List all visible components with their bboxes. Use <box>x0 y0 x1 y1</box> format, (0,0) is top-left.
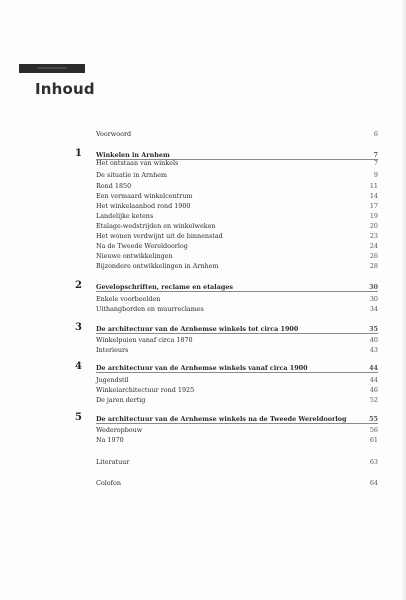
toc-page-number: 52 <box>369 396 378 404</box>
chapter-rule <box>96 291 378 292</box>
toc-page-number: 61 <box>369 436 378 444</box>
toc-entry-label: Rond 1850 <box>96 182 132 190</box>
toc-entry-label: De architectuur van de Arnhemse winkels tot circa 1900 <box>96 325 299 333</box>
toc-entry-label: Uithangborden en muurreclames <box>96 305 204 313</box>
toc-entry-label: Enkele voorbeelden <box>96 295 161 303</box>
toc-page-number: 23 <box>369 232 378 240</box>
toc-page-number: 56 <box>369 426 378 434</box>
chapter-rule <box>96 372 378 373</box>
toc-entry-label: Het wonen verdwijnt uit de binnenstad <box>96 232 223 240</box>
toc-entry-label: Winkelarchitectuur rond 1925 <box>96 386 195 394</box>
toc-page-number: 14 <box>369 192 378 200</box>
toc-page-number: 55 <box>369 415 378 423</box>
toc-page-number: 24 <box>369 242 378 250</box>
toc-row <box>96 435 378 445</box>
toc-row <box>96 335 378 345</box>
toc-row <box>96 251 378 261</box>
toc-row <box>96 425 378 435</box>
toc-row <box>96 395 378 405</box>
toc-page-number: 34 <box>369 305 378 313</box>
chapter-number: 3 <box>75 322 82 333</box>
toc-entry-label: Interieurs <box>96 346 129 354</box>
toc-page-number: 30 <box>369 283 378 291</box>
toc-entry-label: Etalage-wedstrijden en winkelweken <box>96 222 216 230</box>
toc-page-number: 6 <box>373 130 378 138</box>
toc-row <box>96 170 378 180</box>
toc-row <box>96 478 378 488</box>
toc-row <box>96 385 378 395</box>
toc-row <box>96 129 378 139</box>
toc-page-number: 46 <box>369 386 378 394</box>
toc-entry-label: Nieuwe ontwikkelingen <box>96 252 173 260</box>
toc-page-number: 64 <box>369 479 378 487</box>
chapter-number: 5 <box>75 412 82 423</box>
toc-page-number: 26 <box>369 252 378 260</box>
toc-page-number: 40 <box>369 336 378 344</box>
toc-page-number: 7 <box>373 159 378 167</box>
toc-page-number: 7 <box>373 151 378 159</box>
toc-row <box>96 201 378 211</box>
toc-page-number: 44 <box>369 376 378 384</box>
toc-entry-label: De situatie in Arnhem <box>96 171 168 179</box>
toc-entry-label: Een vermaard winkelcentrum <box>96 192 193 200</box>
toc-page-number: 19 <box>369 212 378 220</box>
toc-page-number: 43 <box>369 346 378 354</box>
chapter-rule <box>96 423 378 424</box>
toc-row <box>96 294 378 304</box>
chapter-number: 4 <box>75 361 82 372</box>
toc-entry-label: Het ontstaan van winkels <box>96 159 179 167</box>
chapter-number: 1 <box>75 148 82 159</box>
chapter-rule <box>96 333 378 334</box>
toc-row <box>96 231 378 241</box>
toc-row <box>96 304 378 314</box>
toc-entry-label: Het winkelaanbod rond 1900 <box>96 202 191 210</box>
toc-row <box>96 241 378 251</box>
toc-row <box>96 375 378 385</box>
toc-entry-label: Bijzondere ontwikkelingen in Arnhem <box>96 262 219 270</box>
toc-entry-label: Winkelen in Arnhem <box>96 151 170 159</box>
toc-entry-label: De jaren dertig <box>96 396 146 404</box>
toc-page-number: 30 <box>369 295 378 303</box>
toc-entry-label: Wederopbouw <box>96 426 143 434</box>
toc-entry-label: Jugendstil <box>96 376 129 384</box>
toc-row <box>96 181 378 191</box>
toc-row <box>96 211 378 221</box>
toc-row <box>96 345 378 355</box>
toc-entry-label: Colofon <box>96 479 121 487</box>
toc-page-number: 44 <box>369 364 378 372</box>
toc-row <box>96 221 378 231</box>
toc-row <box>96 191 378 201</box>
toc-page-number: 11 <box>369 182 378 190</box>
toc-page-number: 9 <box>373 171 378 179</box>
toc-entry-label: De architectuur van de Arnhemse winkels vanaf circa 1900 <box>96 364 308 372</box>
page-title: Inhoud <box>35 80 95 98</box>
toc-entry-label: Literatuur <box>96 458 130 466</box>
toc-entry-label: De architectuur van de Arnhemse winkels na de Tweede Wereldoorlog <box>96 415 347 423</box>
toc-page-number: 17 <box>369 202 378 210</box>
toc-entry-label: Voorwoord <box>96 130 132 138</box>
toc-page-number: 63 <box>369 458 378 466</box>
toc-page-number: 28 <box>369 262 378 270</box>
toc-row <box>96 158 378 168</box>
toc-entry-label: Landelijke ketens <box>96 212 154 220</box>
toc-entry-label: Na 1970 <box>96 436 124 444</box>
toc-entry-label: Na de Tweede Wereldoorlog <box>96 242 188 250</box>
toc-row <box>96 261 378 271</box>
toc-row <box>96 457 378 467</box>
toc-page-number: 20 <box>369 222 378 230</box>
toc-entry-label: Winkelpuien vanaf circa 1870 <box>96 336 193 344</box>
chapter-number: 2 <box>75 280 82 291</box>
toc-entry-label: Gevelopschriften, reclame en etalages <box>96 283 233 291</box>
toc-page-number: 35 <box>369 325 378 333</box>
